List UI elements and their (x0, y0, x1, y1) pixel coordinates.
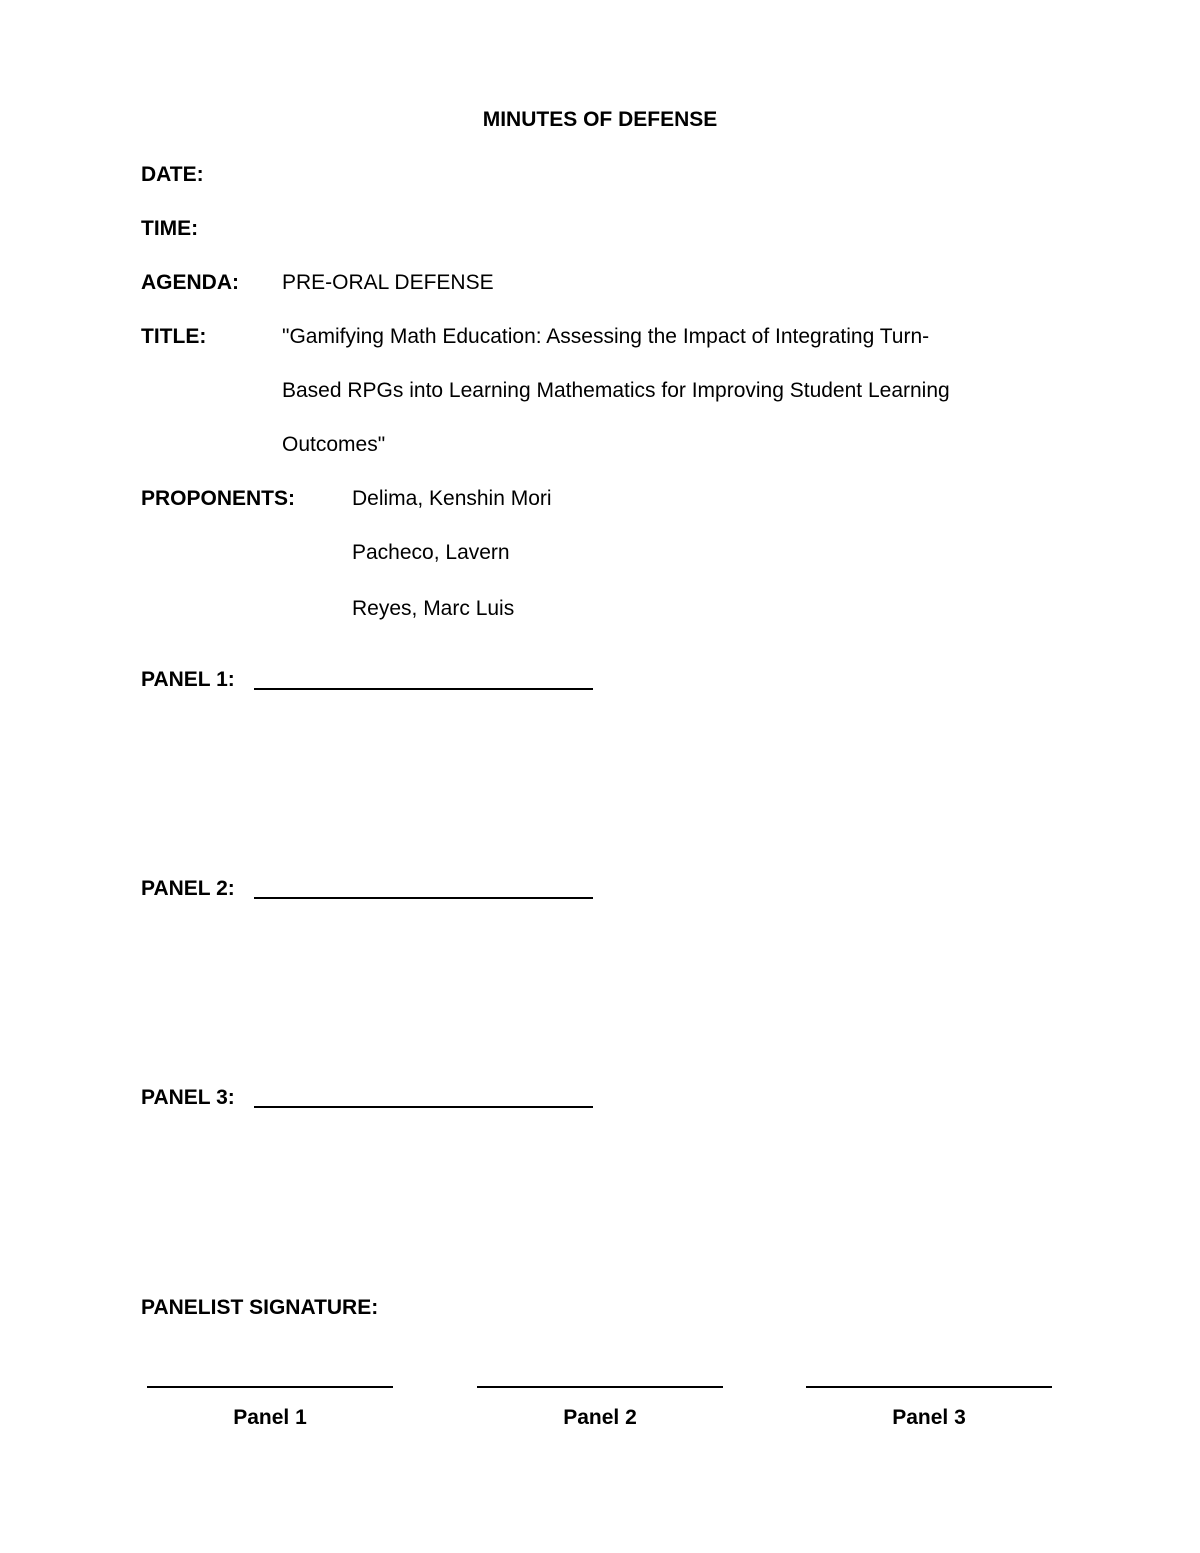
panel-3-signature-caption: Panel 3 (892, 1406, 966, 1429)
thesis-title-line-1: "Gamifying Math Education: Assessing the Impact of Integrating Turn- (282, 325, 930, 348)
thesis-title-line-2: Based RPGs into Learning Mathematics for Improving Student Learning (282, 379, 950, 402)
agenda-label: AGENDA: (141, 271, 239, 294)
panel-2-signature-caption: Panel 2 (563, 1406, 637, 1429)
panel-2-label: PANEL 2: (141, 877, 235, 900)
panel-1-blank-line (254, 688, 593, 690)
panel-3-blank-line (254, 1106, 593, 1108)
panelist-signature-label: PANELIST SIGNATURE: (141, 1296, 379, 1319)
time-label: TIME: (141, 217, 199, 240)
proponent-name: Reyes, Marc Luis (352, 597, 515, 620)
agenda-value: PRE-ORAL DEFENSE (282, 271, 494, 294)
panel-2-blank-line (254, 897, 593, 899)
panel-3-signature-line (806, 1386, 1052, 1388)
proponent-name: Pacheco, Lavern (352, 541, 510, 564)
thesis-title-line-3: Outcomes" (282, 433, 386, 456)
document-title: MINUTES OF DEFENSE (482, 108, 718, 131)
panel-1-label: PANEL 1: (141, 668, 235, 691)
panel-1-signature-line (147, 1386, 393, 1388)
panel-2-signature-line (477, 1386, 723, 1388)
title-label: TITLE: (141, 325, 207, 348)
proponents-label: PROPONENTS: (141, 487, 296, 510)
panel-1-signature-caption: Panel 1 (233, 1406, 307, 1429)
proponent-name: Delima, Kenshin Mori (352, 487, 552, 510)
date-label: DATE: (141, 163, 204, 186)
panel-3-label: PANEL 3: (141, 1086, 235, 1109)
